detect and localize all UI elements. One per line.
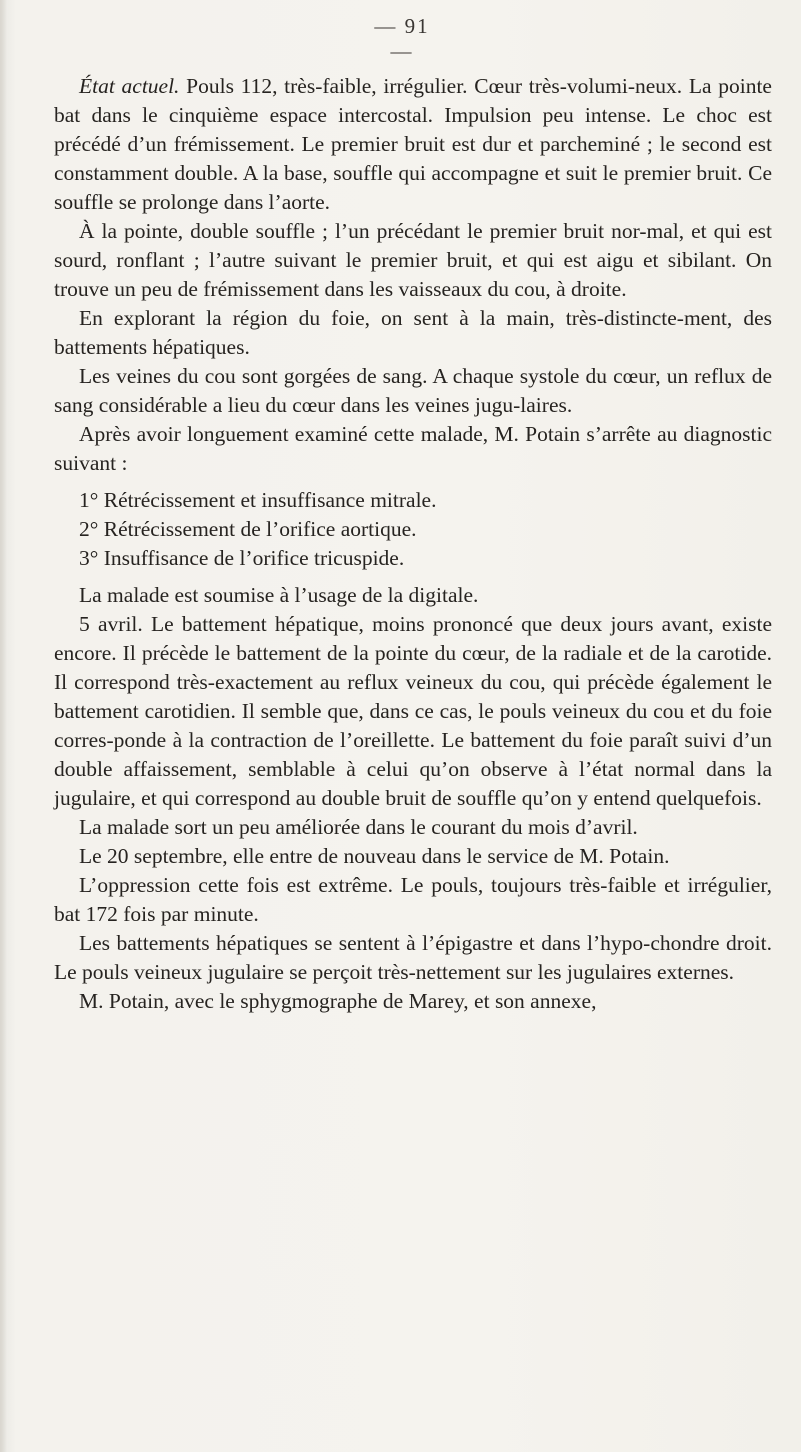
diagnosis-item-1: 1° Rétrécissement et insuffisance mitrale. xyxy=(79,488,437,512)
paragraph-5-avril: 5 avril. Le battement hépatique, moins prononcé que deux jours avant, existe encore. Il précède le battement de la pointe du cœur, de la radiale et de la carotide. Il correspond très-exactement au reflux veineux du cou, qui précède également le battement carotidien. Il semble que, dans ce cas, le pouls veineux du cou et du foie corres-ponde à la contraction de l’oreillette. Le battement du foie paraît suivi d’un double affaissement, semblable à celui qu’on observe à l’état normal dans la jugulaire, et qui correspond au double bruit de souffle qu’on y entend quelquefois. xyxy=(54,612,772,810)
paragraph-etat-actuel xyxy=(54,72,772,217)
page-gutter-shadow xyxy=(0,0,7,1452)
paragraph-digitale: La malade est soumise à l’usage de la digitale. xyxy=(79,583,479,607)
paragraph-text: Pouls 112, très-faible, irrégulier. Cœur très-volumi-neux. La pointe bat dans le cinquième espace intercostal. Impulsion peu intense. Le choc est précédé d’un frémissement. Le premier bruit est dur et parcheminé ; le second est constamment double. A la base, souffle qui accompagne et suit le premier bruit. Ce souffle se prolonge dans l’aorte. xyxy=(54,74,772,214)
diagnosis-item-3: 3° Insuffisance de l’orifice tricuspide. xyxy=(79,546,405,570)
paragraph-20-septembre: Le 20 septembre, elle entre de nouveau dans le service de M. Potain. xyxy=(79,844,670,868)
paragraph-sphygmographe: M. Potain, avec le sphygmographe de Marey, et son annexe, xyxy=(79,989,597,1013)
paragraph-lead: État actuel. xyxy=(79,74,180,98)
page-number: — 91 — xyxy=(374,14,430,63)
diagnosis-item-2: 2° Rétrécissement de l’orifice aortique. xyxy=(79,517,417,541)
paragraph-veines: Les veines du cou sont gorgées de sang. A chaque systole du cœur, un reflux de sang considérable a lieu du cœur dans les veines jugu-laires. xyxy=(54,364,772,417)
paragraph-sortie: La malade sort un peu améliorée dans le courant du mois d’avril. xyxy=(79,815,638,839)
paragraph-diagnostic: Après avoir longuement examiné cette malade, M. Potain s’arrête au diagnostic suivant : xyxy=(54,422,772,475)
paragraph-battements: Les battements hépatiques se sentent à l’épigastre et dans l’hypo-chondre droit. Le pouls veineux jugulaire se perçoit très-nettement sur les jugulaires externes. xyxy=(54,931,772,984)
paragraph-oppression: L’oppression cette fois est extrême. Le pouls, toujours très-faible et irrégulier, bat 172 fois par minute. xyxy=(54,873,772,926)
page-body xyxy=(54,72,772,1016)
paragraph-foie: En explorant la région du foie, on sent à la main, très-distincte-ment, des battements hépatiques. xyxy=(54,306,772,359)
paragraph-pointe: À la pointe, double souffle ; l’un précédant le premier bruit nor-mal, et qui est sourd, ronflant ; l’autre suivant le premier bruit, et qui est aigu et sibilant. On trouve un peu de frémissement dans les vaisseaux du cou, à droite. xyxy=(54,219,772,301)
